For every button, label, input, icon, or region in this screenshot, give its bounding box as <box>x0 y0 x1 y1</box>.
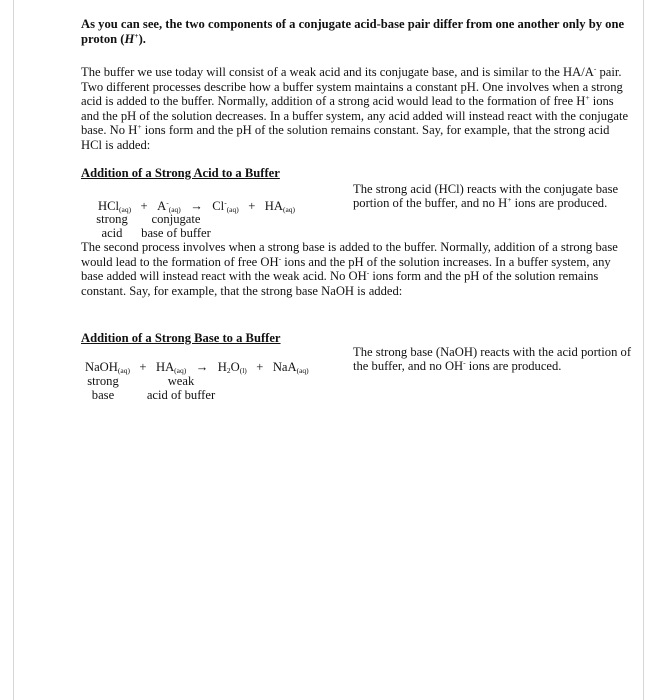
buffer-paragraph: The buffer we use today will consist of a weak acid and its conjugate base, and is similar to the HA/A- pair. Two different processes describe how a buffer system maintains a constant pH. One involves when a strong acid is added to the buffer. Normally, addition of a strong acid would lead to the formation of free H+ ions and the pH of the solution decreases. In a buffer system, any acid added will instead react with the conjugate base. No H+ ions form and the pH of the solution remains constant. Say, for example, that the strong acid HCl is added: <box>81 64 629 152</box>
strong-base-heading: Addition of a Strong Base to a Buffer <box>81 331 281 345</box>
strong-base-description: The strong base (NaOH) reacts with the acid portion of the buffer, and no OH- ions are produced. <box>353 345 632 374</box>
strong-acid-description: The strong acid (HCl) reacts with the conjugate base portion of the buffer, and no H+ ions are produced. <box>353 182 619 211</box>
strong-base-equation: NaOH$_{(aq)}$ + $HA_{(aq)}$ → $H_2O_{(l)}$ + NaA$_{(aq)}$ <box>85 360 309 375</box>
document-page <box>13 0 644 700</box>
conjugate-base-label: conjugate base of buffer <box>141 212 211 240</box>
strong-base-label: strong base <box>87 374 119 402</box>
reaction-arrow-icon: → <box>190 199 203 213</box>
weak-acid-label: weak acid of buffer <box>146 374 216 402</box>
strong-acid-heading: Addition of a Strong Acid to a Buffer <box>81 166 280 180</box>
strong-base-paragraph: The second process involves when a strong base is added to the buffer. Normally, addition of a strong base would lead to the formation of free OH- ions and the pH of the solution increases. In a buffer system, any base added will instead react with the weak acid. No OH- ions form and the pH of the solution remains constant. Say, for example, that the strong base NaOH is added: <box>81 240 618 298</box>
strong-acid-equation: HCl$_{(aq)}$ + $A^-_{(aq)}$ → $Cl^-_{(aq)}$ + $HA_{(aq)}$ <box>98 198 296 214</box>
reaction-arrow-icon: → <box>195 360 209 374</box>
intro-statement: As you can see, the two components of a conjugate acid-base pair differ from one another only by one proton (H+). <box>81 17 625 46</box>
strong-acid-label: strong acid <box>96 212 128 240</box>
